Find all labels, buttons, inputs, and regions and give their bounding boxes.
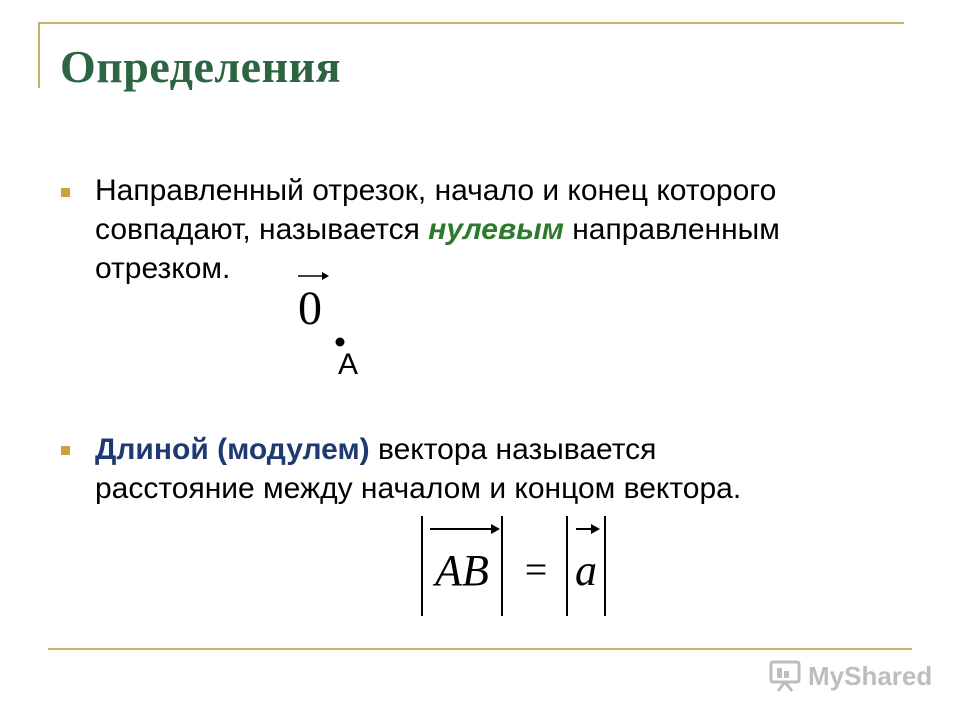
vector-a-arrow-head xyxy=(591,524,600,534)
bullet1-line2-post: направленным xyxy=(563,213,780,246)
bullet1-line2-pre: совпадают, называется xyxy=(95,213,429,246)
zero-glyph: 0 xyxy=(298,282,322,332)
bullet1-line1: Направленный отрезок, начало и конец которого xyxy=(95,174,777,207)
length-formula xyxy=(412,512,622,624)
zero-vector-symbol xyxy=(292,266,332,332)
point-label-a: A xyxy=(338,348,359,381)
bullet1-line3: отрезком. xyxy=(95,252,231,285)
term-length: Длиной (модулем) xyxy=(95,433,370,466)
bottom-rule xyxy=(48,648,912,650)
bullet-marker-2 xyxy=(61,446,70,455)
bullet2-line1 xyxy=(95,430,915,469)
term-null: нулевым xyxy=(428,213,564,246)
bullet2-line2: расстояние между началом и концом вектора. xyxy=(95,472,742,505)
bullet-marker-1 xyxy=(61,188,70,197)
equals-sign: = xyxy=(524,547,548,592)
bullet2-line1-post: вектора называется xyxy=(369,433,657,466)
bullet-text-1 xyxy=(95,171,915,288)
vector-a-label: a xyxy=(575,546,597,595)
left-rule xyxy=(38,22,40,88)
vector-arrow-head xyxy=(322,272,329,280)
bullet-text-2 xyxy=(95,430,915,508)
bullet1-line2 xyxy=(95,210,915,249)
vector-ab-label: AB xyxy=(435,546,489,595)
slide-title: Определения xyxy=(60,41,341,92)
logo-text: MyShared xyxy=(808,660,933,691)
presentation-icon xyxy=(768,659,802,693)
myshared-logo xyxy=(768,656,932,696)
vector-ab-arrow-head xyxy=(491,524,500,534)
point-dot xyxy=(334,336,346,348)
top-rule xyxy=(40,22,904,24)
point-a-dot xyxy=(336,338,345,347)
